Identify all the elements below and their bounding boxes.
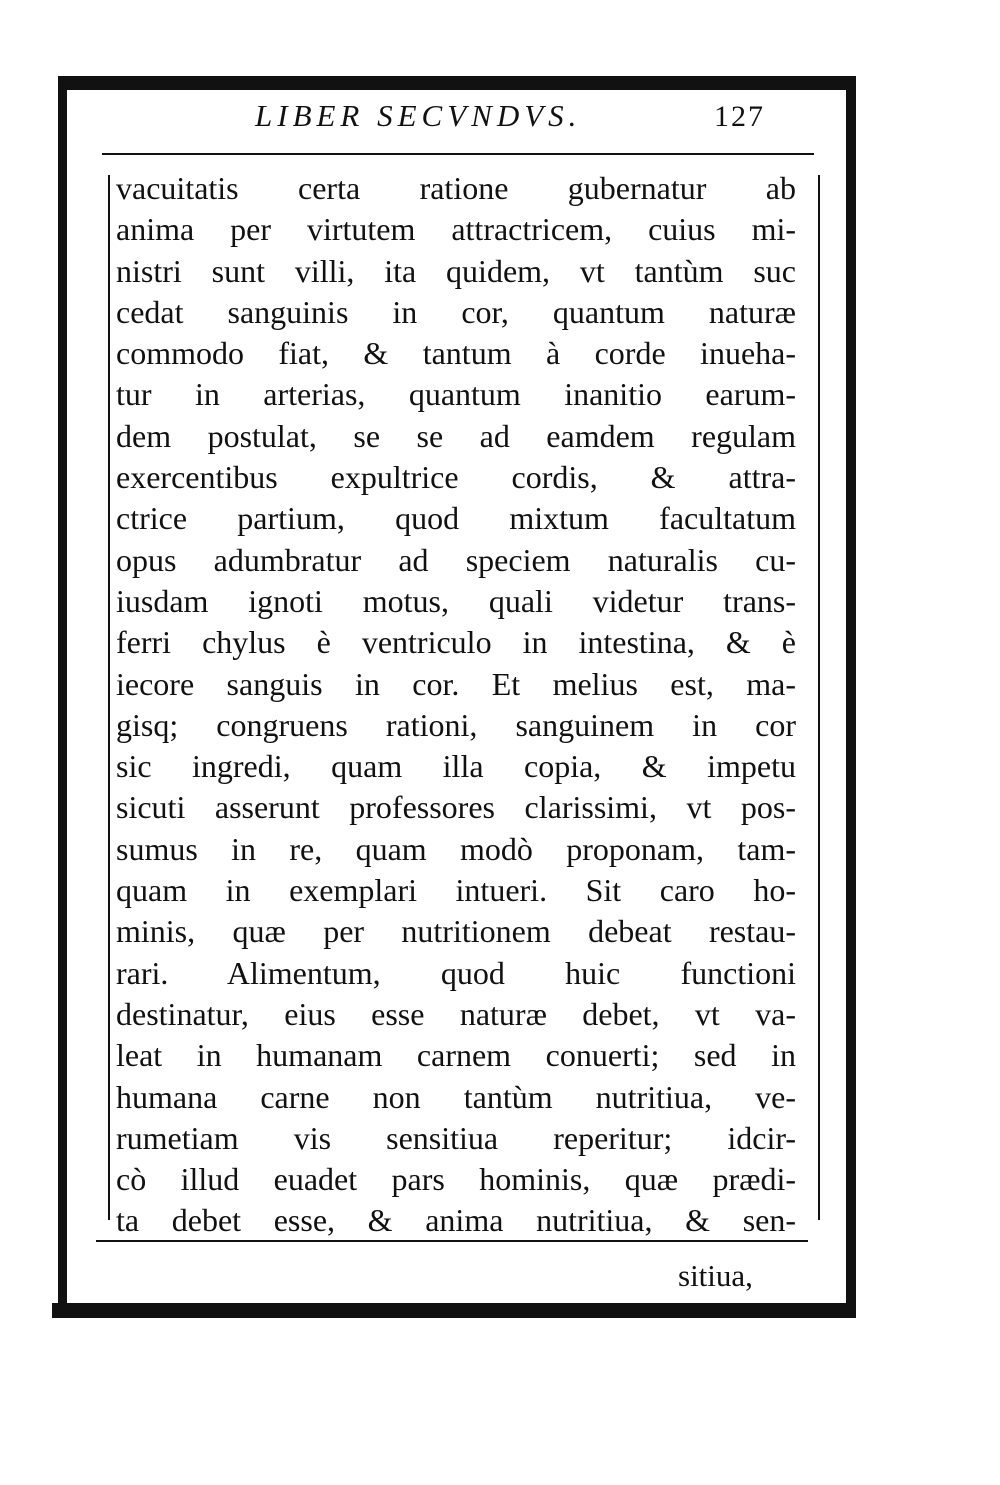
page-frame-left	[58, 84, 67, 1312]
text-line: leat in humanam carnem conuerti; sed in	[116, 1037, 796, 1074]
text-column-left-rule	[108, 175, 110, 1220]
text-line: sicuti asserunt professores clarissimi, vt pos-	[116, 789, 796, 826]
text-column-right-rule	[818, 175, 820, 1220]
body-text	[116, 168, 796, 1242]
running-head: LIBER SECVNDVS.	[255, 98, 582, 133]
text-line: sumus in re, quam modò proponam, tam-	[116, 830, 796, 867]
text-line: ta debet esse, & anima nutritiua, & sen-	[116, 1202, 796, 1239]
text-line: anima per virtutem attractricem, cuius mi-	[116, 211, 796, 248]
header-rule	[102, 153, 814, 155]
text-line: sic ingredi, quam illa copia, & impetu	[116, 748, 796, 785]
text-line: rumetiam vis sensitiua reperitur; idcir-	[116, 1119, 796, 1156]
page-frame-right	[846, 84, 856, 1312]
text-line: iusdam ignoti motus, quali videtur trans-	[116, 582, 796, 619]
text-line: exercentibus expultrice cordis, & attra-	[116, 459, 796, 496]
text-line: ctrice partium, quod mixtum facultatum	[116, 500, 796, 537]
text-line: quam in exemplari intueri. Sit caro ho-	[116, 872, 796, 909]
page-frame-bottom	[52, 1303, 856, 1318]
text-line: gisq; congruens rationi, sanguinem in cor	[116, 706, 796, 743]
text-line: iecore sanguis in cor. Et melius est, ma-	[116, 665, 796, 702]
text-line: nistri sunt villi, ita quidem, vt tantùm suc	[116, 252, 796, 289]
text-line: commodo fiat, & tantum à corde inueha-	[116, 335, 796, 372]
text-line: cò illud euadet pars hominis, quæ prædi-	[116, 1161, 796, 1198]
text-line: vacuitatis certa ratione gubernatur ab	[116, 170, 796, 206]
text-line: dem postulat, se se ad eamdem regulam	[116, 417, 796, 454]
catchword: sitiua,	[678, 1258, 753, 1293]
text-line: destinatur, eius esse naturæ debet, vt va-	[116, 995, 796, 1032]
text-line: opus adumbratur ad speciem naturalis cu-	[116, 541, 796, 578]
text-line: ferri chylus è ventriculo in intestina, & è	[116, 624, 796, 661]
page-frame-top	[58, 76, 856, 90]
page-number: 127	[714, 100, 765, 133]
text-line: rari. Alimentum, quod huic functioni	[116, 954, 796, 991]
text-line: minis, quæ per nutritionem debeat restau-	[116, 913, 796, 950]
text-line: tur in arterias, quantum inanitio earum-	[116, 376, 796, 413]
text-line: cedat sanguinis in cor, quantum naturæ	[116, 293, 796, 330]
text-line: humana carne non tantùm nutritiua, ve-	[116, 1078, 796, 1115]
